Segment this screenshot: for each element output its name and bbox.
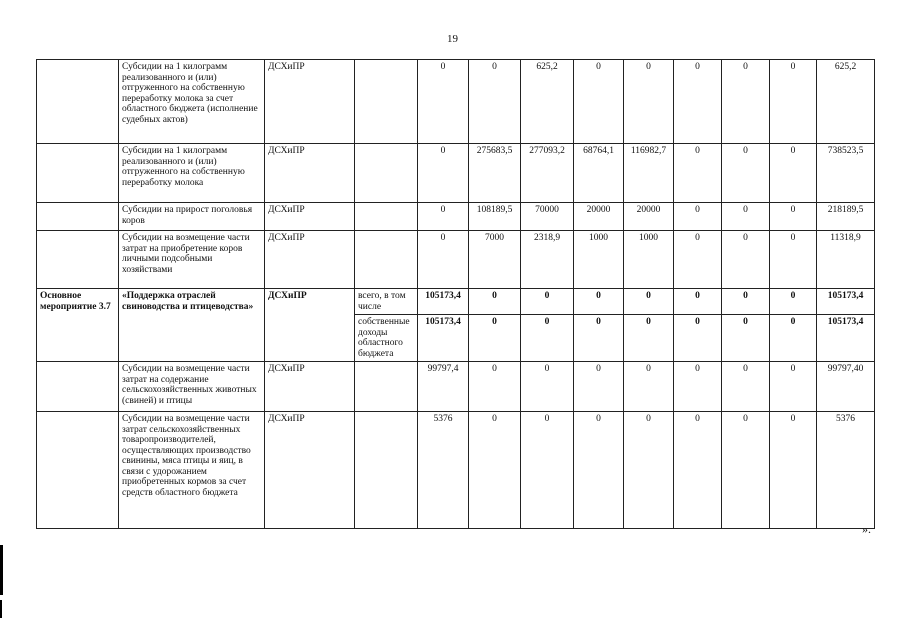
measure-name: Субсидии на прирост поголовья коров bbox=[119, 203, 265, 231]
value-cell: 0 bbox=[674, 144, 722, 203]
value-cell: 0 bbox=[574, 60, 624, 144]
value-cell: 0 bbox=[521, 362, 574, 412]
value-cell: 0 bbox=[722, 203, 770, 231]
value-cell: 0 bbox=[722, 60, 770, 144]
table-row bbox=[37, 412, 875, 529]
measure-name: Субсидии на 1 килограмм реализованного и (или) отгруженного на собственную переработку молока bbox=[119, 144, 265, 203]
value-cell: 0 bbox=[674, 362, 722, 412]
table-row bbox=[37, 144, 875, 203]
total-cell: 105173,4 bbox=[817, 289, 875, 315]
measure-name: Субсидии на возмещение части затрат на приобретение коров личными подсобными хозяйствами bbox=[119, 231, 265, 289]
value-cell: 0 bbox=[722, 144, 770, 203]
measure-name: Субсидии на 1 килограмм реализованного и (или) отгруженного на собственную переработку молока за счет областного бюджета (исполнение судебных актов) bbox=[119, 60, 265, 144]
value-cell: 108189,5 bbox=[469, 203, 521, 231]
event-label-cell bbox=[37, 203, 119, 231]
value-cell: 1000 bbox=[574, 231, 624, 289]
executor: ДСХиПР bbox=[265, 362, 355, 412]
value-cell: 70000 bbox=[521, 203, 574, 231]
total-cell: 105173,4 bbox=[817, 315, 875, 362]
event-label-cell bbox=[37, 60, 119, 144]
value-cell: 0 bbox=[722, 412, 770, 529]
value-cell: 0 bbox=[722, 289, 770, 315]
total-cell: 5376 bbox=[817, 412, 875, 529]
value-cell: 0 bbox=[418, 144, 469, 203]
measure-name: Субсидии на возмещение части затрат на содержание сельскохозяйственных животных (свиней) и птицы bbox=[119, 362, 265, 412]
funding-source bbox=[355, 362, 418, 412]
value-cell: 0 bbox=[674, 60, 722, 144]
value-cell: 0 bbox=[674, 231, 722, 289]
value-cell: 0 bbox=[418, 231, 469, 289]
value-cell: 0 bbox=[521, 289, 574, 315]
value-cell: 0 bbox=[469, 289, 521, 315]
value-cell: 0 bbox=[469, 362, 521, 412]
value-cell: 0 bbox=[722, 231, 770, 289]
value-cell: 277093,2 bbox=[521, 144, 574, 203]
value-cell: 0 bbox=[469, 315, 521, 362]
value-cell: 0 bbox=[674, 203, 722, 231]
value-cell: 105173,4 bbox=[418, 289, 469, 315]
value-cell: 1000 bbox=[624, 231, 674, 289]
event-label-cell bbox=[37, 362, 119, 412]
value-cell: 5376 bbox=[418, 412, 469, 529]
executor: ДСХиПР bbox=[265, 203, 355, 231]
value-cell: 0 bbox=[418, 60, 469, 144]
funding-source: всего, в том числе bbox=[355, 289, 418, 315]
value-cell: 99797,4 bbox=[418, 362, 469, 412]
measure-name: Субсидии на возмещение части затрат сельскохозяйственных товаропроизводителей, осуществляющих производство свинины, мяса птицы и яиц, в связи с удорожанием приобретенных кормов за счет средств областного бюджета bbox=[119, 412, 265, 529]
total-cell: 218189,5 bbox=[817, 203, 875, 231]
page-number: 19 bbox=[447, 33, 458, 45]
funding-source bbox=[355, 231, 418, 289]
value-cell: 0 bbox=[722, 315, 770, 362]
funding-source bbox=[355, 412, 418, 529]
value-cell: 20000 bbox=[624, 203, 674, 231]
value-cell: 625,2 bbox=[521, 60, 574, 144]
budget-table bbox=[36, 59, 875, 529]
value-cell: 0 bbox=[624, 289, 674, 315]
value-cell: 0 bbox=[624, 362, 674, 412]
main-event-name: «Поддержка отраслей свиноводства и птицеводства» bbox=[119, 289, 265, 362]
value-cell: 2318,9 bbox=[521, 231, 574, 289]
value-cell: 0 bbox=[674, 289, 722, 315]
value-cell: 0 bbox=[770, 203, 817, 231]
table-row bbox=[37, 362, 875, 412]
value-cell: 0 bbox=[770, 362, 817, 412]
value-cell: 0 bbox=[770, 144, 817, 203]
total-cell: 11318,9 bbox=[817, 231, 875, 289]
value-cell: 0 bbox=[469, 412, 521, 529]
main-event-row bbox=[37, 289, 875, 315]
value-cell: 0 bbox=[770, 231, 817, 289]
value-cell: 275683,5 bbox=[469, 144, 521, 203]
value-cell: 0 bbox=[574, 315, 624, 362]
closing-quote-mark: ». bbox=[862, 522, 871, 536]
total-cell: 625,2 bbox=[817, 60, 875, 144]
table-row bbox=[37, 203, 875, 231]
value-cell: 0 bbox=[770, 289, 817, 315]
total-cell: 738523,5 bbox=[817, 144, 875, 203]
scan-artifact bbox=[0, 545, 3, 595]
table-row bbox=[37, 231, 875, 289]
value-cell: 0 bbox=[674, 315, 722, 362]
scan-artifact bbox=[0, 600, 2, 618]
value-cell: 0 bbox=[674, 412, 722, 529]
table-row bbox=[37, 60, 875, 144]
event-label-cell bbox=[37, 231, 119, 289]
value-cell: 68764,1 bbox=[574, 144, 624, 203]
value-cell: 0 bbox=[624, 60, 674, 144]
funding-source: собственные доходы областного бюджета bbox=[355, 315, 418, 362]
event-label-cell bbox=[37, 412, 119, 529]
value-cell: 7000 bbox=[469, 231, 521, 289]
value-cell: 0 bbox=[624, 412, 674, 529]
value-cell: 0 bbox=[574, 289, 624, 315]
value-cell: 0 bbox=[521, 412, 574, 529]
funding-source bbox=[355, 144, 418, 203]
value-cell: 105173,4 bbox=[418, 315, 469, 362]
event-label-cell bbox=[37, 144, 119, 203]
executor: ДСХиПР bbox=[265, 144, 355, 203]
total-cell: 99797,40 bbox=[817, 362, 875, 412]
value-cell: 0 bbox=[770, 315, 817, 362]
executor: ДСХиПР bbox=[265, 60, 355, 144]
value-cell: 0 bbox=[418, 203, 469, 231]
executor: ДСХиПР bbox=[265, 289, 355, 362]
value-cell: 116982,7 bbox=[624, 144, 674, 203]
funding-source bbox=[355, 203, 418, 231]
value-cell: 0 bbox=[469, 60, 521, 144]
value-cell: 0 bbox=[574, 412, 624, 529]
value-cell: 0 bbox=[770, 412, 817, 529]
executor: ДСХиПР bbox=[265, 231, 355, 289]
value-cell: 0 bbox=[574, 362, 624, 412]
main-event-label: Основное мероприятие 3.7 bbox=[37, 289, 119, 362]
value-cell: 20000 bbox=[574, 203, 624, 231]
value-cell: 0 bbox=[722, 362, 770, 412]
value-cell: 0 bbox=[521, 315, 574, 362]
value-cell: 0 bbox=[770, 60, 817, 144]
value-cell: 0 bbox=[624, 315, 674, 362]
executor: ДСХиПР bbox=[265, 412, 355, 529]
funding-source bbox=[355, 60, 418, 144]
